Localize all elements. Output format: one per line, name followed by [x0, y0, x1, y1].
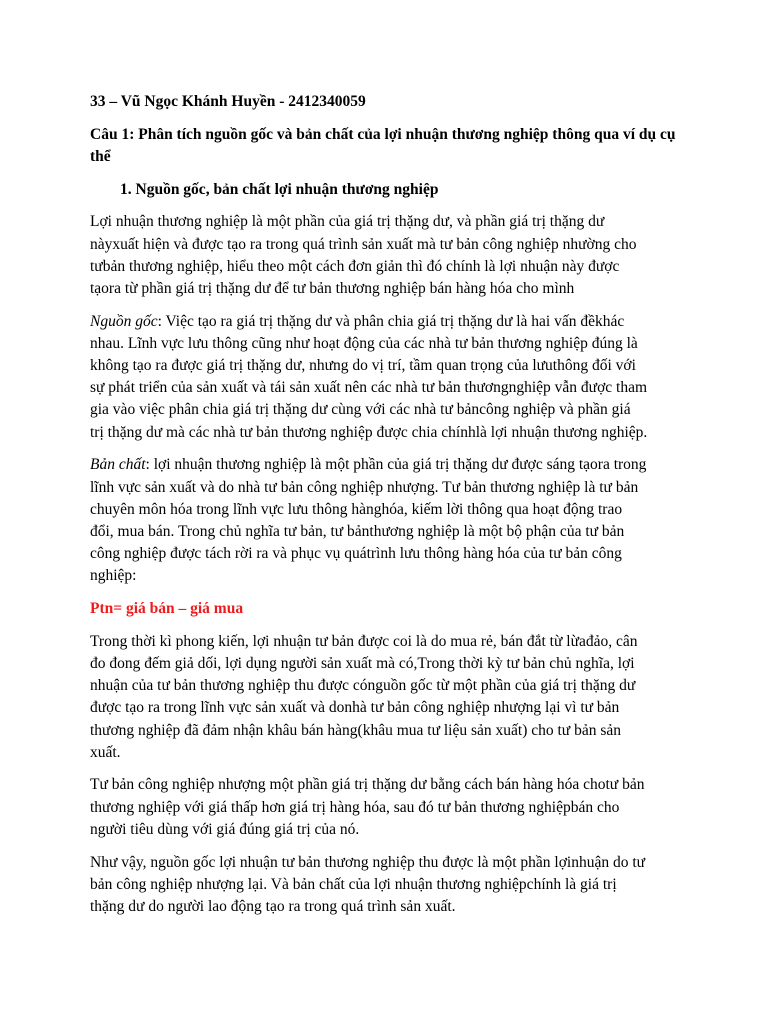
text-line: công nghiệp được tách rời ra và phục vụ quátrình lưu thông hàng hóa của tư bản công [90, 545, 622, 563]
text-line: Tư bản công nghiệp nhượng một phần giá trị thặng dư bằng cách bán hàng hóa chotư bản [90, 776, 645, 794]
text-line: người tiêu dùng với giá đúng giá trị của nó. [90, 820, 360, 838]
text-line: tạora từ phần giá trị thặng dư để tư bản thương nghiệp bán hàng hóa cho mình [90, 279, 575, 297]
paragraph-4 [90, 631, 680, 764]
text-line: gia vào việc phân chia giá trị thặng dư cùng với các nhà tư bảncông nghiệp và phần giá [90, 401, 631, 419]
text-line: chuyên môn hóa trong lĩnh vực lưu thông hànghóa, kiếm lời thông qua hoạt động trao [90, 500, 623, 518]
text-line: Nguồn gốc: Việc tạo ra giá trị thặng dư và phân chia giá trị thặng dư là hai vấn đềkhác [90, 312, 625, 330]
text-line: nhuận của tư bản thương nghiệp thu được cónguồn gốc từ một phần của giá trị thặng dư [90, 677, 636, 695]
text-line: Như vậy, nguồn gốc lợi nhuận tư bản thương nghiệp thu được là một phần lợinhuận do tư [90, 853, 646, 871]
paragraph-1 [90, 211, 680, 300]
text-line: thặng dư do người lao động tạo ra trong quá trình sản xuất. [90, 898, 456, 915]
profit-formula: Ptn= giá bán – giá mua [90, 600, 244, 618]
text-line: nàyxuất hiện và được tạo ra trong quá trình sản xuất mà tư bản công nghiệp nhường cho [90, 235, 637, 253]
text-line: trị thặng dư mà các nhà tư bản thương nghiệp được chia chínhlà lợi nhuận thương nghiệp. [90, 423, 648, 441]
text-line: đo đong đếm giả dối, lợi dụng người sản xuất mà có,Trong thời kỳ tư bản chủ nghĩa, lợi [90, 654, 635, 672]
text-line: nghiệp: [90, 567, 137, 585]
text-line: Lợi nhuận thương nghiệp là một phần của giá trị thặng dư, và phần giá trị thặng dư [90, 213, 605, 231]
text-line: sự phát triển của sản xuất và tái sản xuất nên các nhà tư bản thươngnghiệp vẫn được tham [90, 379, 648, 397]
text-line: Trong thời kì phong kiến, lợi nhuận tư bản được coi là do mua rẻ, bán đắt từ lừađảo, cân [90, 632, 638, 650]
text-line: đổi, mua bán. Trong chủ nghĩa tư bản, tư bảnthương nghiệp là một bộ phận của tư bản [90, 522, 625, 540]
text-line: thương nghiệp đã đảm nhận khâu bán hàng(khâu mua tư liệu sản xuất) cho tư bản sản [90, 721, 621, 739]
paragraph-5 [90, 774, 680, 841]
text-line: bản công nghiệp nhượng lại. Và bản chất của lợi nhuận thương nghiệpchính là giá trị [90, 875, 617, 893]
paragraph-nature [90, 454, 680, 587]
text-line: nhau. Lĩnh vực lưu thông cũng như hoạt động của các nhà tư bản thương nghiệp đúng là [90, 334, 638, 352]
text-line: xuất. [90, 743, 121, 761]
author-line: 33 – Vũ Ngọc Khánh Huyền - 2412340059 [90, 93, 366, 110]
paragraph-6 [90, 852, 680, 919]
question-heading: Câu 1: Phân tích nguồn gốc và bản chất của lợi nhuận thương nghiệp thông qua ví dụ cụ thể [90, 125, 676, 165]
nature-label: Bản chất [90, 456, 146, 474]
text-line: tưbản thương nghiệp, hiểu theo một cách đơn giản thì đó chính là lợi nhuận này được [90, 257, 620, 275]
text-line: không tạo ra được giá trị thặng dư, nhưng do vị trí, tầm quan trọng của lưuthông đối với [90, 357, 636, 375]
text-line: Bản chất: lợi nhuận thương nghiệp là một phần của giá trị thặng dư được sáng tạora trong [90, 456, 647, 474]
section-heading: 1. Nguồn gốc, bản chất lợi nhuận thương nghiệp [120, 180, 439, 198]
document-body [90, 91, 680, 918]
paragraph-origin [90, 311, 680, 444]
text-line: được tạo ra trong lĩnh vực sản xuất và donhà tư bản công nghiệp nhượng lại vì tư bản [90, 699, 620, 717]
text-line: thương nghiệp với giá thấp hơn giá trị hàng hóa, sau đó tư bản thương nghiệpbán cho [90, 798, 620, 816]
text-line: lĩnh vực sản xuất và do nhà tư bản công nghiệp nhượng. Tư bản thương nghiệp là tư bản [90, 478, 639, 496]
origin-label: Nguồn gốc [90, 312, 158, 330]
